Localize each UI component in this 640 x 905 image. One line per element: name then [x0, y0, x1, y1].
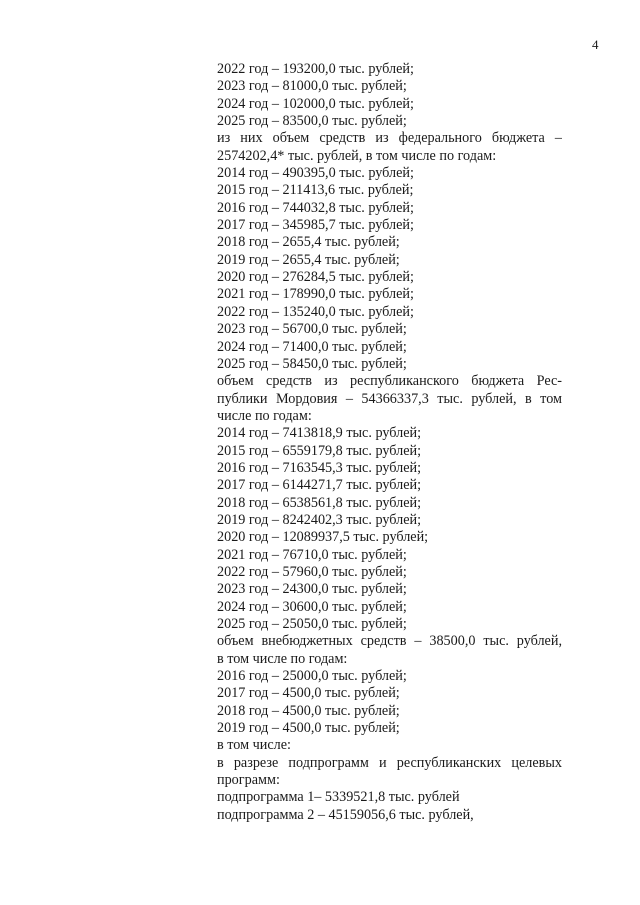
text-line: 2574202,4* тыс. рублей, в том числе по годам:	[217, 147, 497, 164]
text-line: 2015 год – 6559179,8 тыс. рублей;	[217, 442, 422, 459]
text-line: 2021 год – 178990,0 тыс. рублей;	[217, 286, 414, 303]
text-line: 2022 год – 135240,0 тыс. рублей;	[217, 303, 414, 320]
text-line: 2025 год – 25050,0 тыс. рублей;	[217, 616, 407, 632]
text-line: 2016 год – 25000,0 тыс. рублей;	[217, 668, 407, 685]
text-line: 2022 год – 193200,0 тыс. рублей;	[217, 61, 414, 77]
text-line: 2020 год – 12089937,5 тыс. рублей;	[217, 529, 429, 546]
text-line: подпрограмма 1– 5339521,8 тыс. рублей	[217, 789, 460, 806]
text-line: публики Мордовия – 54366337,3 тыс. рублей, в том	[217, 390, 562, 407]
text-line: подпрограмма 2 – 45159056,6 тыс. рублей,	[217, 806, 474, 823]
text-line: 2019 год – 4500,0 тыс. рублей;	[217, 720, 400, 737]
document-body	[217, 61, 562, 824]
text-line: 2017 год – 4500,0 тыс. рублей;	[217, 685, 400, 702]
text-line: 2015 год – 211413,6 тыс. рублей;	[217, 182, 414, 199]
text-line: 2023 год – 56700,0 тыс. рублей;	[217, 321, 407, 338]
text-line: в том числе по годам:	[217, 650, 348, 667]
text-line: 2018 год – 2655,4 тыс. рублей;	[217, 234, 400, 251]
text-line: в разрезе подпрограмм и республиканских целевых	[217, 754, 562, 771]
text-line: программ:	[217, 772, 280, 789]
text-line: 2014 год – 490395,0 тыс. рублей;	[217, 165, 414, 182]
text-line: 2025 год – 58450,0 тыс. рублей;	[217, 355, 407, 372]
text-line: числе по годам:	[217, 407, 312, 424]
text-line: 2014 год – 7413818,9 тыс. рублей;	[217, 425, 422, 442]
text-line: 2019 год – 8242402,3 тыс. рублей;	[217, 511, 422, 528]
text-line: 2016 год – 7163545,3 тыс. рублей;	[217, 459, 422, 476]
page-number: 4	[592, 37, 599, 52]
text-line: 2024 год – 71400,0 тыс. рублей;	[217, 338, 407, 355]
text-line: объем внебюджетных средств – 38500,0 тыс. рублей,	[217, 633, 562, 650]
text-line: 2022 год – 57960,0 тыс. рублей;	[217, 563, 407, 580]
text-line: 2023 год – 24300,0 тыс. рублей;	[217, 581, 407, 598]
text-line: 2024 год – 30600,0 тыс. рублей;	[217, 598, 407, 615]
text-line: объем средств из республиканского бюджета Рес-	[217, 373, 562, 390]
text-line: 2020 год – 276284,5 тыс. рублей;	[217, 269, 414, 286]
text-line: 2023 год – 81000,0 тыс. рублей;	[217, 78, 407, 95]
text-line: в том числе:	[217, 737, 291, 754]
text-line: 2018 год – 6538561,8 тыс. рублей;	[217, 494, 422, 511]
text-line: из них объем средств из федерального бюджета –	[217, 130, 562, 147]
text-line: 2025 год – 83500,0 тыс. рублей;	[217, 113, 407, 130]
text-line: 2021 год – 76710,0 тыс. рублей;	[217, 546, 407, 563]
text-line: 2024 год – 102000,0 тыс. рублей;	[217, 95, 414, 112]
text-line: 2017 год – 345985,7 тыс. рублей;	[217, 217, 414, 234]
text-line: 2018 год – 4500,0 тыс. рублей;	[217, 702, 400, 719]
text-line: 2016 год – 744032,8 тыс. рублей;	[217, 199, 414, 216]
text-line: 2019 год – 2655,4 тыс. рублей;	[217, 251, 400, 268]
text-line: 2017 год – 6144271,7 тыс. рублей;	[217, 477, 422, 494]
